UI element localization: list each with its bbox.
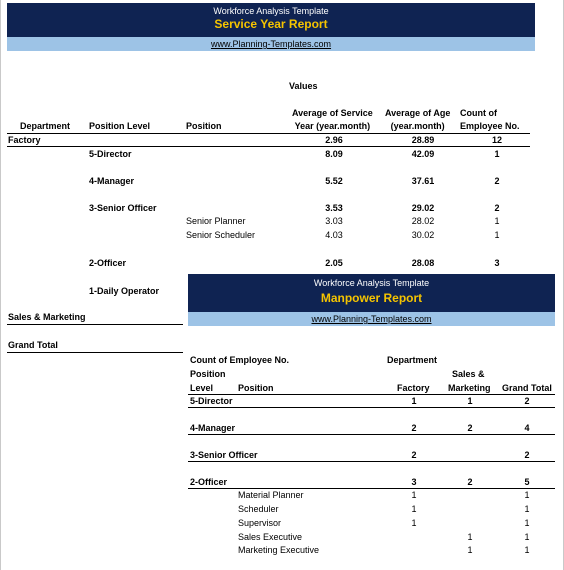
mp-row-supervisor-factory: 1	[411, 518, 417, 528]
manpower-report-banner	[188, 274, 555, 312]
mp-row-marketing-executive-sales: 1	[467, 545, 473, 555]
manpower-url-bar	[188, 312, 555, 326]
row-manager-count: 2	[494, 176, 500, 186]
row-senior-scheduler-service: 4.03	[325, 230, 343, 240]
mp-header-position: Position	[190, 369, 226, 379]
mp-row-director-total: 2	[524, 396, 530, 406]
row-officer-count: 3	[494, 258, 500, 268]
mp-row-director-factory: 1	[411, 396, 417, 406]
mp-row-supervisor-total: 1	[524, 518, 530, 528]
mp-row-sales-executive-sales: 1	[467, 532, 473, 542]
row-factory-service: 2.96	[325, 135, 343, 145]
row-officer-label: 2-Officer	[89, 258, 127, 268]
row-director-count: 1	[494, 149, 500, 159]
row-sales-marketing-label: Sales & Marketing	[8, 312, 86, 322]
header-avg-service	[292, 107, 373, 133]
mp-row-director-sales: 1	[467, 396, 473, 406]
mp-officer-rule	[188, 488, 555, 489]
sales-rule	[7, 324, 183, 325]
mp-row-senior-officer-factory: 2	[411, 450, 417, 460]
mp-header-sales-2: Marketing	[448, 383, 491, 393]
values-label: Values	[289, 81, 318, 91]
row-senior-officer-label: 3-Senior Officer	[89, 203, 157, 213]
mp-header-rule	[188, 394, 555, 395]
header-avg-service-line2: Year (year.month)	[294, 121, 371, 131]
row-senior-scheduler-age: 30.02	[411, 230, 435, 240]
header-avg-service-line1: Average of Service	[292, 108, 373, 118]
row-senior-officer-service: 3.53	[325, 203, 343, 213]
mp-manager-rule	[188, 434, 555, 435]
mp-row-senior-officer-total: 2	[524, 450, 530, 460]
mp-row-material-planner-factory: 1	[411, 490, 417, 500]
mp-row-sales-executive-label: Sales Executive	[238, 532, 303, 542]
service-url-bar	[7, 37, 535, 51]
row-senior-planner-service: 3.03	[325, 216, 343, 226]
header-department: Department	[20, 121, 71, 131]
row-officer-service: 2.05	[325, 258, 343, 268]
mp-row-manager-sales: 2	[467, 423, 473, 433]
mp-row-marketing-executive-label: Marketing Executive	[238, 545, 320, 555]
header-count	[460, 107, 520, 133]
mp-row-scheduler-factory: 1	[411, 504, 417, 514]
mp-row-officer-factory: 3	[411, 477, 417, 487]
header-position: Position	[186, 121, 222, 131]
manpower-banner-title: Workforce Analysis Template	[313, 278, 430, 288]
mp-header-factory: Factory	[397, 383, 430, 393]
mp-row-manager-factory: 2	[411, 423, 417, 433]
row-factory-label: Factory	[8, 135, 41, 145]
mp-row-sales-executive-total: 1	[524, 532, 530, 542]
grand-total-rule	[7, 352, 183, 353]
header-avg-age	[385, 107, 450, 133]
service-url-link[interactable]: www.Planning-Templates.com	[210, 39, 332, 49]
mp-row-senior-officer-label: 3-Senior Officer	[190, 450, 258, 460]
mp-senior-officer-rule	[188, 461, 555, 462]
mp-header-count: Count of Employee No.	[190, 355, 289, 365]
service-banner-subtitle: Service Year Report	[214, 17, 328, 31]
row-director-label: 5-Director	[89, 149, 132, 159]
row-director-service: 8.09	[325, 149, 343, 159]
row-grand-total-label: Grand Total	[8, 340, 58, 350]
row-manager-service: 5.52	[325, 176, 343, 186]
manpower-banner-subtitle: Manpower Report	[320, 291, 423, 305]
mp-director-rule	[188, 407, 555, 408]
row-senior-planner-label: Senior Planner	[186, 216, 246, 226]
mp-row-scheduler-total: 1	[524, 504, 530, 514]
mp-row-marketing-executive-total: 1	[524, 545, 530, 555]
row-senior-officer-count: 2	[494, 203, 500, 213]
header-position-level: Position Level	[89, 121, 151, 131]
row-officer-age: 28.08	[411, 258, 435, 268]
row-daily-operator-label: 1-Daily Operator	[89, 286, 160, 296]
header-rule	[7, 133, 530, 134]
mp-row-scheduler-label: Scheduler	[238, 504, 279, 514]
mp-row-director-label: 5-Director	[190, 396, 233, 406]
row-manager-label: 4-Manager	[89, 176, 135, 186]
mp-header-position-2: Position	[238, 383, 274, 393]
row-manager-age: 37.61	[411, 176, 435, 186]
header-avg-age-line1: Average of Age	[385, 108, 451, 118]
row-senior-officer-age: 29.02	[411, 203, 435, 213]
header-count-line2: Employee No.	[460, 121, 520, 131]
mp-row-manager-total: 4	[524, 423, 530, 433]
mp-header-department: Department	[387, 355, 438, 365]
header-count-line1: Count of	[460, 108, 497, 118]
mp-row-manager-label: 4-Manager	[190, 423, 236, 433]
mp-row-supervisor-label: Supervisor	[238, 518, 282, 528]
row-senior-scheduler-count: 1	[494, 230, 500, 240]
row-factory-age: 28.89	[411, 135, 435, 145]
frame-left-border	[0, 0, 1, 570]
mp-row-material-planner-label: Material Planner	[238, 490, 304, 500]
mp-header-sales-1: Sales &	[452, 369, 485, 379]
mp-row-officer-sales: 2	[467, 477, 473, 487]
row-director-age: 42.09	[411, 149, 435, 159]
mp-row-officer-label: 2-Officer	[190, 477, 228, 487]
mp-header-grand-total: Grand Total	[502, 383, 552, 393]
row-senior-scheduler-label: Senior Scheduler	[186, 230, 256, 240]
row-senior-planner-age: 28.02	[411, 216, 435, 226]
factory-rule	[7, 146, 530, 147]
mp-row-material-planner-total: 1	[524, 490, 530, 500]
row-factory-count: 12	[491, 135, 502, 145]
mp-row-officer-total: 5	[524, 477, 530, 487]
header-avg-age-line2: (year.month)	[390, 121, 445, 131]
service-report-banner	[7, 3, 535, 37]
mp-header-level: Level	[190, 383, 214, 393]
manpower-url-link[interactable]: www.Planning-Templates.com	[311, 314, 432, 324]
service-banner-title: Workforce Analysis Template	[213, 6, 329, 16]
row-senior-planner-count: 1	[494, 216, 500, 226]
